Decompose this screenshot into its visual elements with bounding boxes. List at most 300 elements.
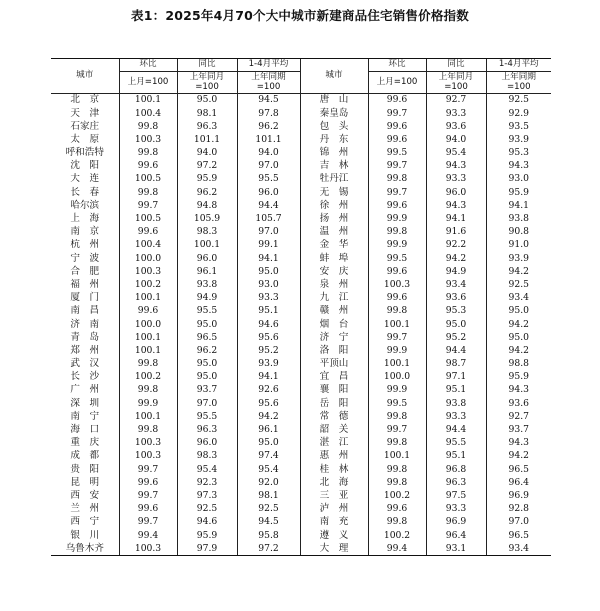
table-row [51, 370, 551, 383]
table-row [51, 107, 551, 120]
yoy-cell-left: 98.3 [177, 225, 237, 238]
avg-cell-right: 94.1 [486, 199, 551, 212]
yoy-cell-right: 93.8 [426, 397, 486, 410]
mom-cell-left: 100.1 [119, 93, 177, 107]
yoy-sub-header-left: 上年同月=100 [177, 71, 237, 93]
mom-cell-right: 99.7 [368, 107, 426, 120]
yoy-cell-right: 92.7 [426, 93, 486, 107]
avg-cell-left: 94.1 [237, 252, 300, 265]
mom-cell-left: 100.3 [119, 450, 177, 463]
city-cell-left: 兰 州 [70, 503, 100, 515]
avg-cell-right: 94.3 [486, 436, 551, 449]
mom-cell-right: 99.6 [368, 133, 426, 146]
city-cell-right: 包 头 [300, 120, 368, 133]
city-cell-right: 惠 州 [300, 450, 368, 463]
table-row [51, 529, 551, 542]
avg-cell-right: 92.5 [486, 278, 551, 291]
yoy-cell-left: 100.1 [177, 239, 237, 252]
mom-cell-left: 100.3 [119, 133, 177, 146]
header-row-top [51, 59, 551, 72]
mom-cell-right: 99.6 [368, 291, 426, 304]
table-row [51, 423, 551, 436]
mom-cell-right: 99.8 [368, 225, 426, 238]
mom-cell-left: 100.3 [119, 542, 177, 556]
yoy-cell-right: 93.1 [426, 542, 486, 556]
yoy-cell-left: 97.0 [177, 397, 237, 410]
avg-cell-right: 93.0 [486, 173, 551, 186]
avg-cell-right: 94.2 [486, 344, 551, 357]
mom-sub-header-right: 上月=100 [368, 71, 426, 93]
table-row [51, 516, 551, 529]
mom-cell-right: 99.5 [368, 252, 426, 265]
yoy-cell-left: 95.0 [177, 93, 237, 107]
yoy-cell-right: 97.5 [426, 489, 486, 502]
city-cell-left: 厦 门 [70, 292, 100, 304]
city-cell-left: 深 圳 [70, 397, 100, 409]
mom-cell-right: 100.1 [368, 357, 426, 370]
avg-cell-left: 95.1 [237, 305, 300, 318]
city-cell-left: 广 州 [70, 384, 100, 396]
avg-cell-left: 95.6 [237, 331, 300, 344]
yoy-cell-right: 93.6 [426, 291, 486, 304]
yoy-cell-right: 94.3 [426, 199, 486, 212]
city-cell-right: 洛 阳 [300, 344, 368, 357]
avg-cell-right: 92.8 [486, 502, 551, 515]
avg-cell-left: 97.0 [237, 225, 300, 238]
mom-cell-right: 100.1 [368, 318, 426, 331]
table-row [51, 318, 551, 331]
yoy-cell-left: 96.0 [177, 252, 237, 265]
avg-cell-left: 92.0 [237, 476, 300, 489]
avg-cell-left: 96.1 [237, 423, 300, 436]
table-row [51, 463, 551, 476]
yoy-cell-right: 98.7 [426, 357, 486, 370]
yoy-cell-left: 95.9 [177, 173, 237, 186]
yoy-cell-left: 97.3 [177, 489, 237, 502]
avg-cell-left: 97.8 [237, 107, 300, 120]
city-cell-left: 呼和浩特 [65, 147, 104, 159]
table-row [51, 436, 551, 449]
avg-cell-right: 92.7 [486, 410, 551, 423]
mom-cell-right: 99.8 [368, 516, 426, 529]
yoy-cell-right: 93.3 [426, 410, 486, 423]
mom-cell-right: 99.7 [368, 159, 426, 172]
yoy-cell-left: 95.0 [177, 357, 237, 370]
city-cell-right: 济 宁 [300, 331, 368, 344]
mom-header-left: 环比 [119, 59, 177, 72]
yoy-cell-left: 95.5 [177, 410, 237, 423]
table-row [51, 239, 551, 252]
city-cell-left: 青 岛 [70, 331, 100, 343]
yoy-cell-right: 94.0 [426, 133, 486, 146]
avg-cell-left: 95.6 [237, 397, 300, 410]
avg-cell-left: 98.1 [237, 489, 300, 502]
mom-cell-left: 99.7 [119, 489, 177, 502]
city-cell-left: 西 安 [70, 489, 100, 501]
city-cell-right: 平顶山 [300, 357, 368, 370]
city-cell-left: 天 津 [70, 107, 100, 119]
table-row [51, 93, 551, 107]
yoy-cell-right: 95.0 [426, 318, 486, 331]
mom-cell-right: 99.8 [368, 463, 426, 476]
yoy-cell-left: 101.1 [177, 133, 237, 146]
avg-cell-left: 97.4 [237, 450, 300, 463]
yoy-cell-right: 94.2 [426, 252, 486, 265]
mom-header-right: 环比 [368, 59, 426, 72]
city-cell-right: 秦皇岛 [300, 107, 368, 120]
yoy-cell-left: 95.0 [177, 318, 237, 331]
city-cell-right: 烟 台 [300, 318, 368, 331]
mom-cell-right: 99.7 [368, 423, 426, 436]
avg-cell-right: 97.0 [486, 516, 551, 529]
city-cell-right: 吉 林 [300, 159, 368, 172]
city-cell-right: 泉 州 [300, 278, 368, 291]
yoy-cell-left: 98.3 [177, 450, 237, 463]
city-header-left: 城市 [51, 59, 119, 94]
mom-cell-left: 100.3 [119, 265, 177, 278]
yoy-cell-left: 95.4 [177, 463, 237, 476]
yoy-cell-right: 94.9 [426, 265, 486, 278]
city-cell-left: 西 宁 [70, 516, 100, 528]
mom-cell-right: 100.2 [368, 529, 426, 542]
yoy-cell-left: 97.2 [177, 159, 237, 172]
avg-cell-left: 101.1 [237, 133, 300, 146]
mom-cell-left: 99.7 [119, 463, 177, 476]
avg-cell-right: 94.2 [486, 450, 551, 463]
city-cell-left: 贵 阳 [70, 463, 100, 475]
table-body [51, 93, 551, 556]
yoy-cell-left: 96.0 [177, 436, 237, 449]
table-row [51, 278, 551, 291]
avg-cell-left: 94.4 [237, 199, 300, 212]
city-cell-left: 银 川 [70, 529, 100, 541]
yoy-cell-right: 94.4 [426, 344, 486, 357]
avg-cell-left: 105.7 [237, 212, 300, 225]
mom-cell-left: 99.7 [119, 516, 177, 529]
yoy-cell-left: 96.5 [177, 331, 237, 344]
avg-sub-header-left: 上年同期=100 [237, 71, 300, 93]
avg-cell-left: 95.0 [237, 265, 300, 278]
yoy-cell-left: 94.8 [177, 199, 237, 212]
mom-cell-left: 99.7 [119, 199, 177, 212]
avg-cell-right: 94.2 [486, 318, 551, 331]
city-cell-right: 徐 州 [300, 199, 368, 212]
mom-cell-right: 99.6 [368, 93, 426, 107]
yoy-cell-right: 96.8 [426, 463, 486, 476]
page-title: 表1：2025年4月70个大中城市新建商品住宅销售价格指数 [131, 8, 469, 23]
city-cell-right: 岳 阳 [300, 397, 368, 410]
avg-cell-right: 93.5 [486, 120, 551, 133]
avg-cell-left: 95.2 [237, 344, 300, 357]
avg-cell-left: 95.4 [237, 463, 300, 476]
city-cell-right: 遵 义 [300, 529, 368, 542]
yoy-cell-right: 93.6 [426, 120, 486, 133]
yoy-cell-right: 95.4 [426, 146, 486, 159]
mom-cell-left: 99.4 [119, 529, 177, 542]
avg-cell-left: 94.1 [237, 370, 300, 383]
avg-cell-right: 93.7 [486, 423, 551, 436]
mom-cell-right: 99.8 [368, 410, 426, 423]
city-cell-right: 北 海 [300, 476, 368, 489]
mom-cell-right: 99.4 [368, 542, 426, 556]
mom-cell-left: 99.9 [119, 397, 177, 410]
yoy-cell-right: 95.1 [426, 450, 486, 463]
mom-cell-left: 100.1 [119, 410, 177, 423]
table-row [51, 199, 551, 212]
table-row [51, 146, 551, 159]
yoy-cell-right: 95.1 [426, 384, 486, 397]
avg-cell-right: 95.0 [486, 331, 551, 344]
mom-cell-right: 100.2 [368, 489, 426, 502]
avg-cell-left: 94.5 [237, 93, 300, 107]
city-cell-left: 济 南 [70, 318, 100, 330]
avg-cell-left: 93.0 [237, 278, 300, 291]
yoy-cell-right: 96.4 [426, 529, 486, 542]
mom-cell-right: 99.8 [368, 476, 426, 489]
city-cell-right: 南 充 [300, 516, 368, 529]
mom-cell-left: 99.8 [119, 357, 177, 370]
city-cell-left: 福 州 [70, 278, 100, 290]
mom-cell-left: 100.1 [119, 291, 177, 304]
city-cell-left: 杭 州 [70, 239, 100, 251]
yoy-cell-left: 96.3 [177, 120, 237, 133]
yoy-cell-left: 92.3 [177, 476, 237, 489]
avg-cell-right: 98.8 [486, 357, 551, 370]
yoy-cell-right: 95.5 [426, 436, 486, 449]
city-cell-left: 南 宁 [70, 410, 100, 422]
avg-header-left: 1-4月平均 [237, 59, 300, 72]
mom-cell-left: 100.4 [119, 107, 177, 120]
yoy-cell-right: 93.4 [426, 278, 486, 291]
table-row [51, 344, 551, 357]
city-cell-left: 成 都 [70, 450, 100, 462]
yoy-cell-right: 91.6 [426, 225, 486, 238]
mom-cell-left: 99.6 [119, 502, 177, 515]
yoy-cell-left: 94.0 [177, 146, 237, 159]
table-row [51, 265, 551, 278]
avg-sub-header-right: 上年同期=100 [486, 71, 551, 93]
city-cell-left: 北 京 [70, 94, 100, 106]
mom-cell-right: 99.9 [368, 384, 426, 397]
table-row [51, 173, 551, 186]
avg-cell-right: 96.5 [486, 529, 551, 542]
mom-cell-left: 99.8 [119, 120, 177, 133]
city-cell-right: 泸 州 [300, 502, 368, 515]
city-cell-right: 牡丹江 [300, 173, 368, 186]
avg-cell-left: 94.5 [237, 516, 300, 529]
yoy-cell-left: 93.7 [177, 384, 237, 397]
mom-cell-left: 100.1 [119, 331, 177, 344]
mom-cell-right: 100.0 [368, 370, 426, 383]
avg-cell-right: 94.3 [486, 384, 551, 397]
city-cell-right: 大 理 [300, 542, 368, 556]
avg-cell-right: 96.9 [486, 489, 551, 502]
mom-cell-right: 99.6 [368, 199, 426, 212]
avg-cell-right: 92.9 [486, 107, 551, 120]
yoy-cell-left: 92.5 [177, 502, 237, 515]
avg-cell-left: 93.9 [237, 357, 300, 370]
avg-cell-left: 95.0 [237, 436, 300, 449]
table-row [51, 252, 551, 265]
table-row [51, 384, 551, 397]
mom-cell-left: 100.2 [119, 278, 177, 291]
city-cell-left: 郑 州 [70, 344, 100, 356]
mom-cell-left: 100.0 [119, 252, 177, 265]
avg-cell-right: 93.4 [486, 542, 551, 556]
table-row [51, 291, 551, 304]
mom-cell-right: 99.5 [368, 397, 426, 410]
mom-cell-left: 99.8 [119, 186, 177, 199]
avg-cell-right: 91.0 [486, 239, 551, 252]
yoy-cell-right: 96.9 [426, 516, 486, 529]
table-row [51, 133, 551, 146]
avg-cell-right: 95.9 [486, 370, 551, 383]
city-cell-left: 长 春 [70, 186, 100, 198]
avg-cell-right: 96.4 [486, 476, 551, 489]
city-header-right: 城市 [300, 59, 368, 94]
avg-cell-left: 95.8 [237, 529, 300, 542]
avg-cell-left: 94.0 [237, 146, 300, 159]
avg-cell-right: 90.8 [486, 225, 551, 238]
city-cell-right: 蚌 埠 [300, 252, 368, 265]
table-row [51, 357, 551, 370]
mom-cell-left: 100.5 [119, 212, 177, 225]
yoy-cell-left: 96.2 [177, 186, 237, 199]
yoy-sub-header-right: 上年同月=100 [426, 71, 486, 93]
mom-cell-left: 100.0 [119, 318, 177, 331]
avg-header-right: 1-4月平均 [486, 59, 551, 72]
city-cell-left: 武 汉 [70, 358, 100, 370]
mom-cell-left: 100.4 [119, 239, 177, 252]
city-cell-left: 合 肥 [70, 265, 100, 277]
city-cell-right: 襄 阳 [300, 384, 368, 397]
table-row [51, 186, 551, 199]
avg-cell-right: 93.4 [486, 291, 551, 304]
table-row [51, 305, 551, 318]
mom-cell-left: 99.6 [119, 159, 177, 172]
city-cell-left: 哈尔滨 [70, 199, 100, 211]
price-index-table [51, 58, 551, 556]
city-cell-right: 唐 山 [300, 93, 368, 107]
mom-cell-right: 100.1 [368, 450, 426, 463]
avg-cell-right: 92.5 [486, 93, 551, 107]
table-row [51, 331, 551, 344]
avg-cell-left: 96.2 [237, 120, 300, 133]
yoy-cell-left: 95.5 [177, 305, 237, 318]
mom-cell-left: 100.3 [119, 436, 177, 449]
avg-cell-left: 93.3 [237, 291, 300, 304]
mom-cell-right: 99.6 [368, 265, 426, 278]
yoy-cell-left: 96.3 [177, 423, 237, 436]
yoy-cell-right: 93.3 [426, 173, 486, 186]
avg-cell-right: 93.6 [486, 397, 551, 410]
mom-cell-left: 100.5 [119, 173, 177, 186]
yoy-cell-left: 95.9 [177, 529, 237, 542]
mom-cell-right: 100.3 [368, 278, 426, 291]
city-cell-left: 海 口 [70, 424, 100, 436]
mom-cell-left: 99.6 [119, 476, 177, 489]
avg-cell-left: 97.2 [237, 542, 300, 556]
city-cell-right: 湛 江 [300, 436, 368, 449]
city-cell-right: 九 江 [300, 291, 368, 304]
yoy-cell-right: 94.4 [426, 423, 486, 436]
mom-cell-right: 99.6 [368, 120, 426, 133]
table-row [51, 502, 551, 515]
city-cell-right: 无 锡 [300, 186, 368, 199]
city-cell-left: 大 连 [70, 173, 100, 185]
yoy-cell-right: 96.3 [426, 476, 486, 489]
mom-cell-left: 99.8 [119, 384, 177, 397]
avg-cell-left: 94.6 [237, 318, 300, 331]
yoy-cell-right: 94.3 [426, 159, 486, 172]
city-cell-right: 扬 州 [300, 212, 368, 225]
city-cell-right: 温 州 [300, 225, 368, 238]
mom-cell-right: 99.5 [368, 146, 426, 159]
city-cell-right: 安 庆 [300, 265, 368, 278]
city-cell-left: 上 海 [70, 213, 100, 225]
mom-cell-right: 99.7 [368, 186, 426, 199]
mom-cell-right: 99.8 [368, 305, 426, 318]
city-cell-left: 宁 波 [70, 252, 100, 264]
mom-cell-left: 99.8 [119, 423, 177, 436]
mom-cell-right: 99.9 [368, 212, 426, 225]
city-cell-left: 南 京 [70, 226, 100, 238]
mom-cell-left: 99.6 [119, 305, 177, 318]
mom-cell-right: 99.9 [368, 344, 426, 357]
avg-cell-right: 93.9 [486, 133, 551, 146]
yoy-cell-right: 92.2 [426, 239, 486, 252]
avg-cell-right: 93.9 [486, 252, 551, 265]
mom-cell-right: 99.6 [368, 502, 426, 515]
table-row [51, 489, 551, 502]
avg-cell-right: 95.0 [486, 305, 551, 318]
city-cell-right: 锦 州 [300, 146, 368, 159]
avg-cell-right: 94.2 [486, 265, 551, 278]
mom-cell-left: 100.2 [119, 370, 177, 383]
mom-cell-right: 99.7 [368, 331, 426, 344]
city-cell-left: 石家庄 [70, 120, 100, 132]
city-cell-left: 沈 阳 [70, 160, 100, 172]
table-row [51, 225, 551, 238]
city-cell-left: 太 原 [70, 133, 100, 145]
city-cell-left: 重 庆 [70, 437, 100, 449]
avg-cell-left: 95.5 [237, 173, 300, 186]
avg-cell-right: 94.3 [486, 159, 551, 172]
city-cell-left: 乌鲁木齐 [51, 542, 119, 556]
city-cell-right: 桂 林 [300, 463, 368, 476]
mom-cell-left: 99.6 [119, 225, 177, 238]
city-cell-left: 长 沙 [70, 371, 100, 383]
city-cell-left: 南 昌 [70, 305, 100, 317]
table-row [51, 542, 551, 556]
yoy-header-left: 同比 [177, 59, 237, 72]
yoy-cell-left: 94.6 [177, 516, 237, 529]
mom-sub-header-left: 上月=100 [119, 71, 177, 93]
avg-cell-left: 97.0 [237, 159, 300, 172]
yoy-cell-left: 95.0 [177, 370, 237, 383]
avg-cell-right: 93.8 [486, 212, 551, 225]
avg-cell-right: 95.9 [486, 186, 551, 199]
mom-cell-left: 100.1 [119, 344, 177, 357]
city-cell-right: 赣 州 [300, 305, 368, 318]
yoy-cell-left: 98.1 [177, 107, 237, 120]
table-row [51, 120, 551, 133]
yoy-cell-left: 94.9 [177, 291, 237, 304]
city-cell-right: 韶 关 [300, 423, 368, 436]
avg-cell-left: 96.0 [237, 186, 300, 199]
yoy-cell-right: 97.1 [426, 370, 486, 383]
avg-cell-left: 94.2 [237, 410, 300, 423]
